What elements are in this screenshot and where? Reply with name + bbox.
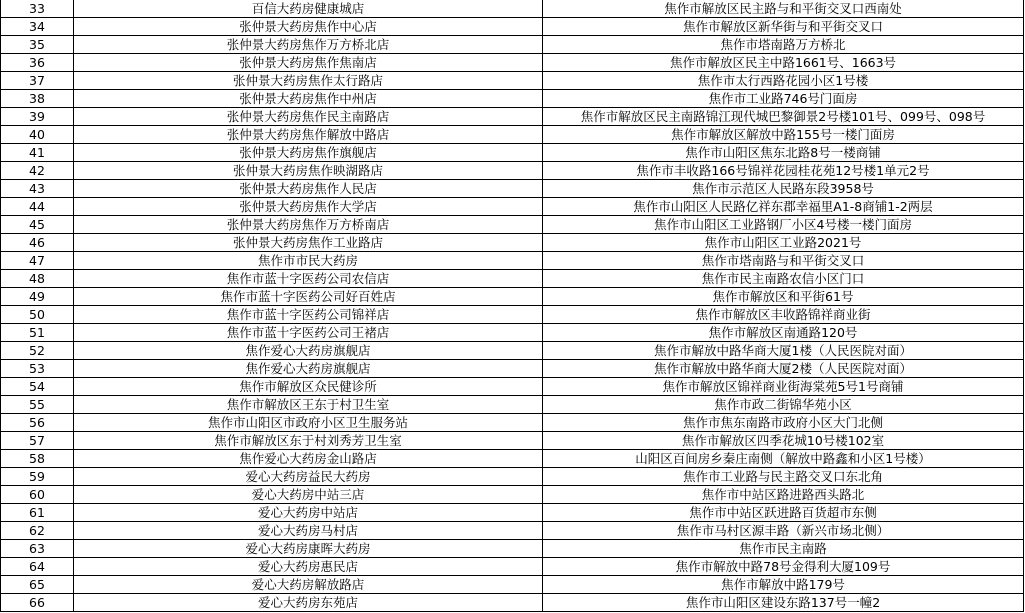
address-cell[interactable]: 焦作市太行西路花园小区1号楼 [543,72,1024,90]
table-row [1,486,1024,504]
row-number-cell[interactable]: 41 [1,144,74,162]
store-name-cell[interactable]: 焦作市山阳区市政府小区卫生服务站 [74,414,543,432]
table-row [1,288,1024,306]
address-cell[interactable]: 焦作市解放区四季花城10号楼102室 [543,432,1024,450]
row-number-cell[interactable]: 42 [1,162,74,180]
store-name-cell[interactable]: 张仲景大药房焦作太行路店 [74,72,543,90]
store-name-cell[interactable]: 张仲景大药房焦作人民店 [74,180,543,198]
address-cell[interactable]: 焦作市山阳区工业路2021号 [543,234,1024,252]
store-name-cell[interactable]: 张仲景大药房焦作焦南店 [74,54,543,72]
table-row [1,180,1024,198]
address-cell[interactable]: 焦作市解放中路华商大厦2楼（人民医院对面） [543,360,1024,378]
row-number-cell[interactable]: 46 [1,234,74,252]
table-row [1,18,1024,36]
address-cell[interactable]: 焦作市解放区锦祥商业街海棠苑5号1号商铺 [543,378,1024,396]
table-row [1,126,1024,144]
table-body [1,0,1024,612]
address-cell[interactable]: 焦作市政二街锦华苑小区 [543,396,1024,414]
store-name-cell[interactable]: 张仲景大药房焦作中州店 [74,90,543,108]
table-row [1,522,1024,540]
table-row [1,54,1024,72]
table-row [1,396,1024,414]
store-name-cell[interactable]: 百信大药房健康城店 [74,0,543,18]
store-name-cell[interactable]: 张仲景大药房焦作工业路店 [74,234,543,252]
store-name-cell[interactable]: 爱心大药房惠民店 [74,558,543,576]
row-number-cell[interactable]: 64 [1,558,74,576]
address-cell[interactable]: 焦作市示范区人民路东段3958号 [543,180,1024,198]
store-name-cell[interactable]: 焦作市蓝十字医药公司好百姓店 [74,288,543,306]
address-cell[interactable]: 焦作市工业路746号门面房 [543,90,1024,108]
table-row [1,450,1024,468]
address-cell[interactable]: 焦作市解放区南通路120号 [543,324,1024,342]
store-name-cell[interactable]: 张仲景大药房焦作大学店 [74,198,543,216]
row-number-cell[interactable]: 55 [1,396,74,414]
table-row [1,414,1024,432]
table-row [1,216,1024,234]
row-number-cell[interactable]: 57 [1,432,74,450]
store-name-cell[interactable]: 焦作市解放区众民健诊所 [74,378,543,396]
address-cell[interactable]: 焦作市解放中路78号金得利大厦109号 [543,558,1024,576]
row-number-cell[interactable]: 54 [1,378,74,396]
address-cell[interactable]: 焦作市解放中路华商大厦1楼（人民医院对面） [543,342,1024,360]
address-cell[interactable]: 焦作市塔南路万方桥北 [543,36,1024,54]
address-cell[interactable]: 焦作市山阳区工业路钢厂小区4号楼一楼门面房 [543,216,1024,234]
address-cell[interactable]: 焦作市解放区民主南路锦江现代城巴黎御景2号楼101号、099号、098号 [543,108,1024,126]
table-row [1,252,1024,270]
table-row [1,36,1024,54]
table-row [1,162,1024,180]
row-number-cell[interactable]: 51 [1,324,74,342]
address-cell[interactable]: 焦作市民主南路农信小区门口 [543,270,1024,288]
table-row [1,504,1024,522]
address-cell[interactable]: 焦作市解放区民主路与和平街交叉口西南处 [543,0,1024,18]
store-name-cell[interactable]: 张仲景大药房焦作旗舰店 [74,144,543,162]
store-name-cell[interactable]: 张仲景大药房焦作民主南路店 [74,108,543,126]
table-row [1,198,1024,216]
store-name-cell[interactable]: 焦作爱心大药房旗舰店 [74,342,543,360]
store-name-cell[interactable]: 爱心大药房东苑店 [74,594,543,612]
address-cell[interactable]: 焦作市解放区民主中路1661号、1663号 [543,54,1024,72]
row-number-cell[interactable]: 62 [1,522,74,540]
table-row [1,0,1024,18]
table-row [1,324,1024,342]
row-number-cell[interactable]: 37 [1,72,74,90]
table-row [1,594,1024,612]
table-row [1,108,1024,126]
store-name-cell[interactable]: 焦作市市民大药房 [74,252,543,270]
address-cell[interactable]: 焦作市山阳区建设东路137号一幢2 [543,594,1024,612]
table-row [1,432,1024,450]
table-row [1,468,1024,486]
row-number-cell[interactable]: 47 [1,252,74,270]
row-number-cell[interactable]: 49 [1,288,74,306]
address-cell[interactable]: 焦作市丰收路166号锦祥花园桂花苑12号楼1单元2号 [543,162,1024,180]
address-cell[interactable]: 山阳区百间房乡秦庄南侧（解放中路鑫和小区1号楼） [543,450,1024,468]
store-name-cell[interactable]: 焦作爱心大药房金山路店 [74,450,543,468]
table-row [1,144,1024,162]
address-cell[interactable]: 焦作市工业路与民主路交叉口东北角 [543,468,1024,486]
store-name-cell[interactable]: 焦作市蓝十字医药公司锦祥店 [74,306,543,324]
row-number-cell[interactable]: 50 [1,306,74,324]
store-name-cell[interactable]: 焦作市蓝十字医药公司王褚店 [74,324,543,342]
address-cell[interactable]: 焦作市民主南路 [543,540,1024,558]
store-name-cell[interactable]: 焦作市解放区东于村刘秀芳卫生室 [74,432,543,450]
row-number-cell[interactable]: 56 [1,414,74,432]
row-number-cell[interactable]: 36 [1,54,74,72]
table-row [1,558,1024,576]
row-number-cell[interactable]: 61 [1,504,74,522]
store-name-cell[interactable]: 焦作市蓝十字医药公司农信店 [74,270,543,288]
table-row [1,378,1024,396]
address-cell[interactable]: 焦作市中站区路进路西头路北 [543,486,1024,504]
address-cell[interactable]: 焦作市焦东南路市政府小区大门北侧 [543,414,1024,432]
row-number-cell[interactable]: 52 [1,342,74,360]
store-name-cell[interactable]: 焦作爱心大药房旗舰店 [74,360,543,378]
row-number-cell[interactable]: 34 [1,18,74,36]
address-cell[interactable]: 焦作市山阳区焦东北路8号一楼商铺 [543,144,1024,162]
row-number-cell[interactable]: 40 [1,126,74,144]
store-name-cell[interactable]: 张仲景大药房焦作映湖路店 [74,162,543,180]
address-cell[interactable]: 焦作市解放区新华街与和平街交叉口 [543,18,1024,36]
address-cell[interactable]: 焦作市解放区丰收路锦祥商业街 [543,306,1024,324]
row-number-cell[interactable]: 48 [1,270,74,288]
address-cell[interactable]: 焦作市马村区源丰路（新兴市场北侧） [543,522,1024,540]
store-name-cell[interactable]: 爱心大药房康晖大药房 [74,540,543,558]
table-row [1,270,1024,288]
table-row [1,234,1024,252]
store-name-cell[interactable]: 爱心大药房中站店 [74,504,543,522]
address-cell[interactable]: 焦作市塔南路与和平街交叉口 [543,252,1024,270]
table-row [1,576,1024,594]
row-number-cell[interactable]: 59 [1,468,74,486]
table-row [1,540,1024,558]
address-cell[interactable]: 焦作市山阳区人民路亿祥东郡幸福里A1-8商铺1-2两层 [543,198,1024,216]
store-name-cell[interactable]: 张仲景大药房焦作解放中路店 [74,126,543,144]
store-name-cell[interactable]: 爱心大药房中站三店 [74,486,543,504]
address-cell[interactable]: 焦作市解放区解放中路155号一楼门面房 [543,126,1024,144]
store-name-cell[interactable]: 张仲景大药房焦作中心店 [74,18,543,36]
store-name-cell[interactable]: 爱心大药房解放路店 [74,576,543,594]
row-number-cell[interactable]: 53 [1,360,74,378]
row-number-cell[interactable]: 45 [1,216,74,234]
address-cell[interactable]: 焦作市中站区跃进路百货超市东侧 [543,504,1024,522]
table-row [1,90,1024,108]
store-name-cell[interactable]: 张仲景大药房焦作万方桥南店 [74,216,543,234]
row-number-cell[interactable]: 66 [1,594,74,612]
row-number-cell[interactable]: 43 [1,180,74,198]
row-number-cell[interactable]: 44 [1,198,74,216]
row-number-cell[interactable]: 39 [1,108,74,126]
row-number-cell[interactable]: 60 [1,486,74,504]
row-number-cell[interactable]: 58 [1,450,74,468]
row-number-cell[interactable]: 38 [1,90,74,108]
table-row [1,342,1024,360]
table-row [1,360,1024,378]
row-number-cell[interactable]: 63 [1,540,74,558]
row-number-cell[interactable]: 35 [1,36,74,54]
store-name-cell[interactable]: 焦作市解放区王东于村卫生室 [74,396,543,414]
store-name-cell[interactable]: 张仲景大药房焦作万方桥北店 [74,36,543,54]
table-row [1,72,1024,90]
table-row [1,306,1024,324]
address-cell[interactable]: 焦作市解放中路179号 [543,576,1024,594]
address-cell[interactable]: 焦作市解放区和平街61号 [543,288,1024,306]
store-name-cell[interactable]: 爱心大药房马村店 [74,522,543,540]
row-number-cell[interactable]: 33 [1,0,74,18]
row-number-cell[interactable]: 65 [1,576,74,594]
store-name-cell[interactable]: 爱心大药房益民大药房 [74,468,543,486]
